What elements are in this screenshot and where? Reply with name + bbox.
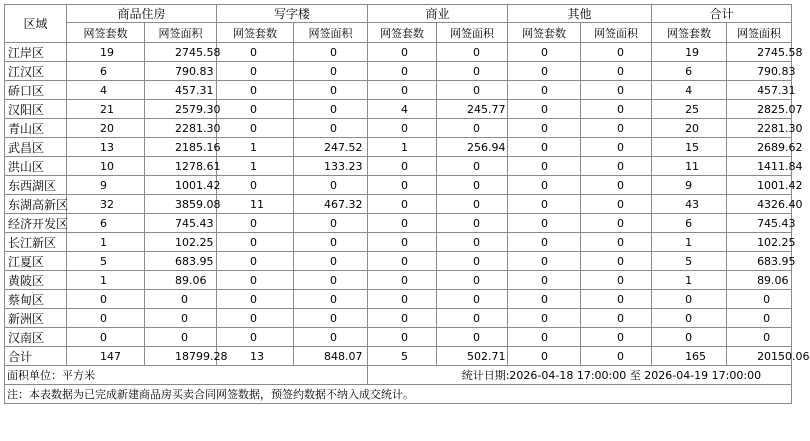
cell-com-area: 0 [437, 309, 508, 328]
cell-res-area: 0 [145, 309, 217, 328]
cell-res-count: 1 [67, 233, 145, 252]
cell-com-area: 0 [437, 233, 508, 252]
cell-other-count: 0 [508, 81, 581, 100]
cell-office-count: 1 [217, 138, 294, 157]
cell-other-count: 0 [508, 195, 581, 214]
cell-total-count: 0 [652, 309, 727, 328]
cell-other-area: 0 [581, 328, 652, 347]
cell-total-count: 0 [652, 328, 727, 347]
cell-com-area: 0 [437, 290, 508, 309]
cell-com-count: 0 [368, 81, 437, 100]
cell-total-area: 745.43 [727, 214, 792, 233]
region-cell: 东西湖区 [5, 176, 67, 195]
cell-res-count: 4 [67, 81, 145, 100]
cell-office-area: 0 [294, 81, 368, 100]
table-row [5, 43, 792, 62]
cell-office-area: 0 [294, 309, 368, 328]
cell-office-area: 0 [294, 176, 368, 195]
cell-total-area: 1411.84 [727, 157, 792, 176]
cell-office-area: 848.07 [294, 347, 368, 366]
cell-com-area: 0 [437, 62, 508, 81]
cell-total-area: 0 [727, 328, 792, 347]
cell-office-area: 0 [294, 43, 368, 62]
cell-other-area: 0 [581, 233, 652, 252]
group-header-other: 其他 [508, 5, 652, 23]
cell-com-count: 0 [368, 157, 437, 176]
table-row [5, 290, 792, 309]
region-cell: 江夏区 [5, 252, 67, 271]
cell-com-count: 0 [368, 290, 437, 309]
cell-com-count: 1 [368, 138, 437, 157]
header-row-sub [5, 23, 792, 43]
cell-total-area: 0 [727, 309, 792, 328]
cell-res-count: 0 [67, 328, 145, 347]
cell-other-count: 0 [508, 119, 581, 138]
cell-other-count: 0 [508, 214, 581, 233]
table-row [5, 328, 792, 347]
cell-office-count: 0 [217, 233, 294, 252]
footer-row-unit [5, 366, 792, 385]
cell-total-area: 2745.58 [727, 43, 792, 62]
area-unit-note: 面积单位：平方米 [5, 366, 368, 385]
table-row [5, 62, 792, 81]
cell-total-count: 6 [652, 62, 727, 81]
cell-res-count: 32 [67, 195, 145, 214]
cell-total-count: 6 [652, 214, 727, 233]
cell-res-area: 683.95 [145, 252, 217, 271]
cell-office-area: 0 [294, 100, 368, 119]
cell-res-area: 1278.61 [145, 157, 217, 176]
cell-office-area: 0 [294, 119, 368, 138]
cell-office-area: 0 [294, 233, 368, 252]
cell-total-area: 1001.42 [727, 176, 792, 195]
cell-total-area: 457.31 [727, 81, 792, 100]
cell-other-area: 0 [581, 157, 652, 176]
table-row [5, 252, 792, 271]
cell-total-count: 11 [652, 157, 727, 176]
cell-res-count: 5 [67, 252, 145, 271]
cell-office-count: 0 [217, 43, 294, 62]
cell-office-count: 0 [217, 100, 294, 119]
header-row-groups [5, 5, 792, 23]
cell-other-area: 0 [581, 347, 652, 366]
cell-res-area: 18799.28 [145, 347, 217, 366]
cell-res-area: 3859.08 [145, 195, 217, 214]
subheader-area: 网签面积 [294, 23, 368, 43]
table-row [5, 214, 792, 233]
cell-other-count: 0 [508, 271, 581, 290]
cell-res-count: 0 [67, 309, 145, 328]
table-row [5, 138, 792, 157]
cell-total-area: 2825.07 [727, 100, 792, 119]
cell-res-area: 790.83 [145, 62, 217, 81]
cell-total-area: 89.06 [727, 271, 792, 290]
cell-res-count: 21 [67, 100, 145, 119]
group-header-office: 写字楼 [217, 5, 368, 23]
cell-res-count: 0 [67, 290, 145, 309]
cell-office-count: 0 [217, 62, 294, 81]
cell-office-count: 0 [217, 290, 294, 309]
cell-total-count: 19 [652, 43, 727, 62]
subheader-area: 网签面积 [145, 23, 217, 43]
cell-office-area: 0 [294, 271, 368, 290]
cell-com-count: 0 [368, 271, 437, 290]
cell-office-count: 0 [217, 309, 294, 328]
region-cell: 长江新区 [5, 233, 67, 252]
table-row [5, 195, 792, 214]
cell-res-area: 0 [145, 328, 217, 347]
cell-total-count: 4 [652, 81, 727, 100]
cell-office-area: 0 [294, 214, 368, 233]
cell-other-area: 0 [581, 119, 652, 138]
cell-other-count: 0 [508, 347, 581, 366]
table-row [5, 176, 792, 195]
cell-other-area: 0 [581, 214, 652, 233]
cell-com-area: 0 [437, 119, 508, 138]
table-row [5, 119, 792, 138]
table-row [5, 347, 792, 366]
cell-res-count: 19 [67, 43, 145, 62]
cell-office-area: 0 [294, 328, 368, 347]
subheader-area: 网签面积 [581, 23, 652, 43]
cell-office-count: 0 [217, 271, 294, 290]
cell-com-area: 0 [437, 195, 508, 214]
cell-office-area: 0 [294, 252, 368, 271]
cell-office-area: 133.23 [294, 157, 368, 176]
cell-com-count: 0 [368, 252, 437, 271]
region-cell: 青山区 [5, 119, 67, 138]
cell-other-count: 0 [508, 157, 581, 176]
subheader-count: 网签套数 [652, 23, 727, 43]
region-cell: 蔡甸区 [5, 290, 67, 309]
cell-other-area: 0 [581, 138, 652, 157]
cell-com-count: 5 [368, 347, 437, 366]
cell-other-count: 0 [508, 43, 581, 62]
cell-res-count: 6 [67, 62, 145, 81]
cell-com-count: 0 [368, 309, 437, 328]
cell-res-count: 6 [67, 214, 145, 233]
cell-other-area: 0 [581, 309, 652, 328]
footnote: 注：本表数据为已完成新建商品房买卖合同网签数据，预签约数据不纳入成交统计。 [5, 385, 792, 404]
stats-table-container [4, 4, 810, 404]
cell-res-count: 20 [67, 119, 145, 138]
cell-res-area: 2579.30 [145, 100, 217, 119]
cell-other-area: 0 [581, 81, 652, 100]
cell-total-area: 102.25 [727, 233, 792, 252]
cell-office-area: 0 [294, 62, 368, 81]
cell-total-count: 1 [652, 233, 727, 252]
table-row [5, 81, 792, 100]
cell-other-count: 0 [508, 138, 581, 157]
table-row [5, 271, 792, 290]
cell-res-area: 2745.58 [145, 43, 217, 62]
cell-office-count: 0 [217, 328, 294, 347]
cell-other-count: 0 [508, 252, 581, 271]
table-row [5, 233, 792, 252]
cell-office-count: 0 [217, 119, 294, 138]
region-cell: 东湖高新区 [5, 195, 67, 214]
cell-office-count: 0 [217, 81, 294, 100]
cell-office-count: 13 [217, 347, 294, 366]
cell-com-count: 0 [368, 119, 437, 138]
cell-com-count: 0 [368, 195, 437, 214]
cell-total-area: 2281.30 [727, 119, 792, 138]
cell-total-count: 43 [652, 195, 727, 214]
region-cell: 汉南区 [5, 328, 67, 347]
cell-total-count: 25 [652, 100, 727, 119]
cell-com-area: 256.94 [437, 138, 508, 157]
cell-other-count: 0 [508, 328, 581, 347]
cell-other-count: 0 [508, 62, 581, 81]
cell-other-area: 0 [581, 62, 652, 81]
cell-total-count: 0 [652, 290, 727, 309]
subheader-area: 网签面积 [437, 23, 508, 43]
cell-office-count: 0 [217, 176, 294, 195]
region-cell: 硚口区 [5, 81, 67, 100]
subheader-count: 网签套数 [508, 23, 581, 43]
group-header-total: 合计 [652, 5, 792, 23]
cell-res-area: 1001.42 [145, 176, 217, 195]
cell-office-count: 11 [217, 195, 294, 214]
region-cell: 新洲区 [5, 309, 67, 328]
cell-com-area: 0 [437, 252, 508, 271]
cell-total-count: 1 [652, 271, 727, 290]
cell-res-area: 745.43 [145, 214, 217, 233]
cell-other-count: 0 [508, 309, 581, 328]
sales-stats-table [4, 4, 810, 404]
cell-office-area: 247.52 [294, 138, 368, 157]
cell-res-count: 9 [67, 176, 145, 195]
cell-total-count: 15 [652, 138, 727, 157]
region-cell: 江岸区 [5, 43, 67, 62]
cell-office-area: 467.32 [294, 195, 368, 214]
cell-res-area: 2185.16 [145, 138, 217, 157]
table-body [5, 43, 810, 366]
cell-com-count: 0 [368, 43, 437, 62]
cell-total-area: 4326.40 [727, 195, 792, 214]
cell-res-area: 457.31 [145, 81, 217, 100]
cell-com-area: 0 [437, 214, 508, 233]
cell-res-count: 147 [67, 347, 145, 366]
region-cell: 江汉区 [5, 62, 67, 81]
region-cell: 汉阳区 [5, 100, 67, 119]
cell-other-count: 0 [508, 233, 581, 252]
cell-com-count: 4 [368, 100, 437, 119]
cell-com-area: 502.71 [437, 347, 508, 366]
cell-com-area: 0 [437, 328, 508, 347]
cell-com-count: 0 [368, 233, 437, 252]
cell-res-area: 102.25 [145, 233, 217, 252]
cell-total-area: 790.83 [727, 62, 792, 81]
cell-total-area: 2689.62 [727, 138, 792, 157]
region-cell: 黄陂区 [5, 271, 67, 290]
cell-other-area: 0 [581, 43, 652, 62]
cell-com-count: 0 [368, 328, 437, 347]
region-header: 区域 [5, 5, 67, 43]
cell-total-area: 683.95 [727, 252, 792, 271]
cell-office-area: 0 [294, 290, 368, 309]
cell-res-count: 13 [67, 138, 145, 157]
subheader-area: 网签面积 [727, 23, 792, 43]
cell-office-count: 0 [217, 252, 294, 271]
region-cell: 洪山区 [5, 157, 67, 176]
cell-other-area: 0 [581, 195, 652, 214]
table-row [5, 157, 792, 176]
cell-com-count: 0 [368, 214, 437, 233]
cell-total-count: 165 [652, 347, 727, 366]
stats-period: 统计日期:2026-04-18 17:00:00 至 2026-04-19 17:00:00 [368, 366, 792, 385]
table-row [5, 309, 792, 328]
cell-other-area: 0 [581, 252, 652, 271]
cell-other-area: 0 [581, 271, 652, 290]
region-cell: 武昌区 [5, 138, 67, 157]
cell-other-area: 0 [581, 290, 652, 309]
cell-other-area: 0 [581, 100, 652, 119]
cell-other-count: 0 [508, 100, 581, 119]
cell-com-area: 0 [437, 81, 508, 100]
group-header-commercial: 商业 [368, 5, 508, 23]
cell-other-area: 0 [581, 176, 652, 195]
cell-office-count: 0 [217, 214, 294, 233]
cell-total-area: 0 [727, 290, 792, 309]
cell-office-count: 1 [217, 157, 294, 176]
cell-com-area: 0 [437, 176, 508, 195]
cell-com-count: 0 [368, 62, 437, 81]
subheader-count: 网签套数 [368, 23, 437, 43]
table-row [5, 100, 792, 119]
subheader-count: 网签套数 [217, 23, 294, 43]
region-cell: 经济开发区 [5, 214, 67, 233]
cell-com-count: 0 [368, 176, 437, 195]
cell-total-count: 5 [652, 252, 727, 271]
cell-total-area: 20150.06 [727, 347, 792, 366]
cell-com-area: 0 [437, 157, 508, 176]
cell-total-count: 20 [652, 119, 727, 138]
cell-res-area: 0 [145, 290, 217, 309]
group-header-residential: 商品住房 [67, 5, 217, 23]
cell-com-area: 0 [437, 43, 508, 62]
cell-com-area: 0 [437, 271, 508, 290]
cell-res-count: 10 [67, 157, 145, 176]
cell-res-count: 1 [67, 271, 145, 290]
region-cell: 合计 [5, 347, 67, 366]
cell-other-count: 0 [508, 176, 581, 195]
cell-com-area: 245.77 [437, 100, 508, 119]
cell-res-area: 2281.30 [145, 119, 217, 138]
footer-row-note [5, 385, 792, 404]
subheader-count: 网签套数 [67, 23, 145, 43]
cell-res-area: 89.06 [145, 271, 217, 290]
cell-other-count: 0 [508, 290, 581, 309]
cell-total-count: 9 [652, 176, 727, 195]
